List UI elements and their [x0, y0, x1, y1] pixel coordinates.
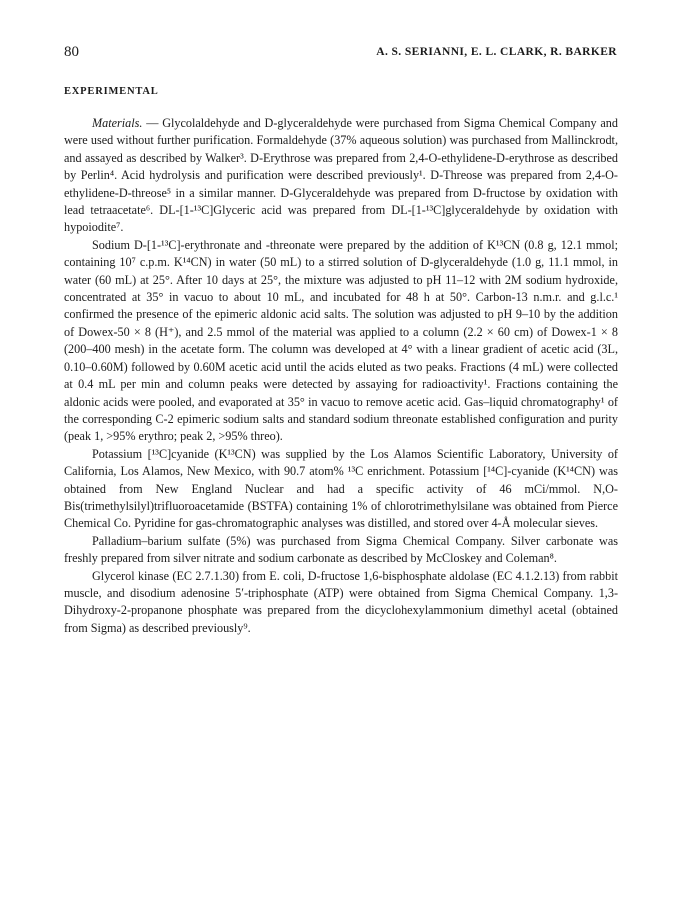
paragraph-text: Sodium D-[1-¹³C]-erythronate and -threonate were prepared by the addition of K¹³CN (0.8 g, 12.1 mmol; containing 10⁷ c.p.m. K¹⁴CN) in water (50 mL) to a stirred solution of D-glyceraldehyde (1.0 g, 11.1 mmol, in water (60 mL) at 25°. After 10 days at 25°, the mixture was adjusted to pH 11–12 with 2M sodium hydroxide, concentrated at 35° in vacuo to about 10 mL, and incubated for 48 h at 50°. Carbon-13 n.m.r. and g.l.c.¹ confirmed the presence of the epimeric aldonic acid salts. The solution was adjusted to pH 9–10 by the addition of Dowex-50 × 8 (H⁺), and 2.5 mmol of the material was applied to a column (2.2 × 60 cm) of Dowex-1 × 8 (200–400 mesh) in the acetate form. The column was developed at 4° with a linear gradient of acetic acid (3L, 0.10–0.60M) followed by 0.60M acetic acid until the acids eluted as two peaks. Fractions (4 mL) were collected at 0.4 mL per min and column peaks were detected by assaying for radioactivity¹. Fractions containing the aldonic acids were pooled, and evaporated at 35° in vacuo to remove acetic acid. Gas–liquid chromatography¹ of the corresponding C-2 epimeric sodium salts and standard sodium threonate established configuration and purity (peak 1, >95% erythro; peak 2, >95% threo).	[64, 237, 618, 444]
paragraph-heading: Materials.	[92, 116, 143, 130]
paragraph-materials	[64, 115, 618, 237]
paragraph-palladium	[64, 533, 618, 568]
paragraph-potassium-cyanide	[64, 446, 618, 533]
page-header	[64, 44, 617, 64]
paragraph-text: — Glycolaldehyde and D-glyceraldehyde were purchased from Sigma Chemical Company and were used without further purification. Formaldehyde (37% aqueous solution) was purchased from Mallinckrodt, and assayed as described by Walker³. D-Erythrose was prepared from 2,4-O-ethylidene-D-erythrose as described by Perlin⁴. Acid hydrolysis and purification were described previously¹. D-Threose was prepared from 2,4-O-ethylidene-D-threose⁵ in a similar manner. D-Glyceraldehyde was prepared from D-fructose by oxidation with lead tetraacetate⁶. DL-[1-¹³C]Glyceric acid was prepared from DL-[1-¹³C]glyceraldehyde by oxidation with hypoiodite⁷.	[64, 116, 618, 235]
paragraph-sodium-aldonates	[64, 237, 618, 446]
page-number: 80	[64, 44, 79, 60]
body-text	[64, 115, 618, 637]
paragraph-enzymes	[64, 568, 618, 638]
paragraph-text: Potassium [¹³C]cyanide (K¹³CN) was supplied by the Los Alamos Scientific Laboratory, University of California, Los Alamos, New Mexico, with 90.7 atom% ¹³C enrichment. Potassium [¹⁴C]-cyanide (K¹⁴CN) was obtained from New England Nuclear and had a specific activity of 46 mCi/mmol. N,O-Bis(trimethylsilyl)trifluoroacetamide (BSTFA) containing 1% of chlorotrimethylsilane was obtained from Pierce Chemical Co. Pyridine for gas-chromatographic analyses was distilled, and stored over 4-Å molecular sieves.	[64, 446, 618, 531]
paragraph-text: Palladium–barium sulfate (5%) was purchased from Sigma Chemical Company. Silver carbonate was freshly prepared from silver nitrate and sodium carbonate as described by McCloskey and Coleman⁸.	[64, 533, 618, 566]
running-head: A. S. SERIANNI, E. L. CLARK, R. BARKER	[376, 46, 617, 58]
section-title: EXPERIMENTAL	[64, 86, 159, 97]
paragraph-text: Glycerol kinase (EC 2.7.1.30) from E. coli, D-fructose 1,6-bisphosphate aldolase (EC 4.1.2.13) from rabbit muscle, and disodium adenosine 5′-triphosphate (ATP) were obtained from Sigma Chemical Company. 1,3-Dihydroxy-2-propanone phosphate was prepared from the dicyclohexylammonium dimethyl acetal (obtained from Sigma) as described previously⁹.	[64, 568, 618, 635]
